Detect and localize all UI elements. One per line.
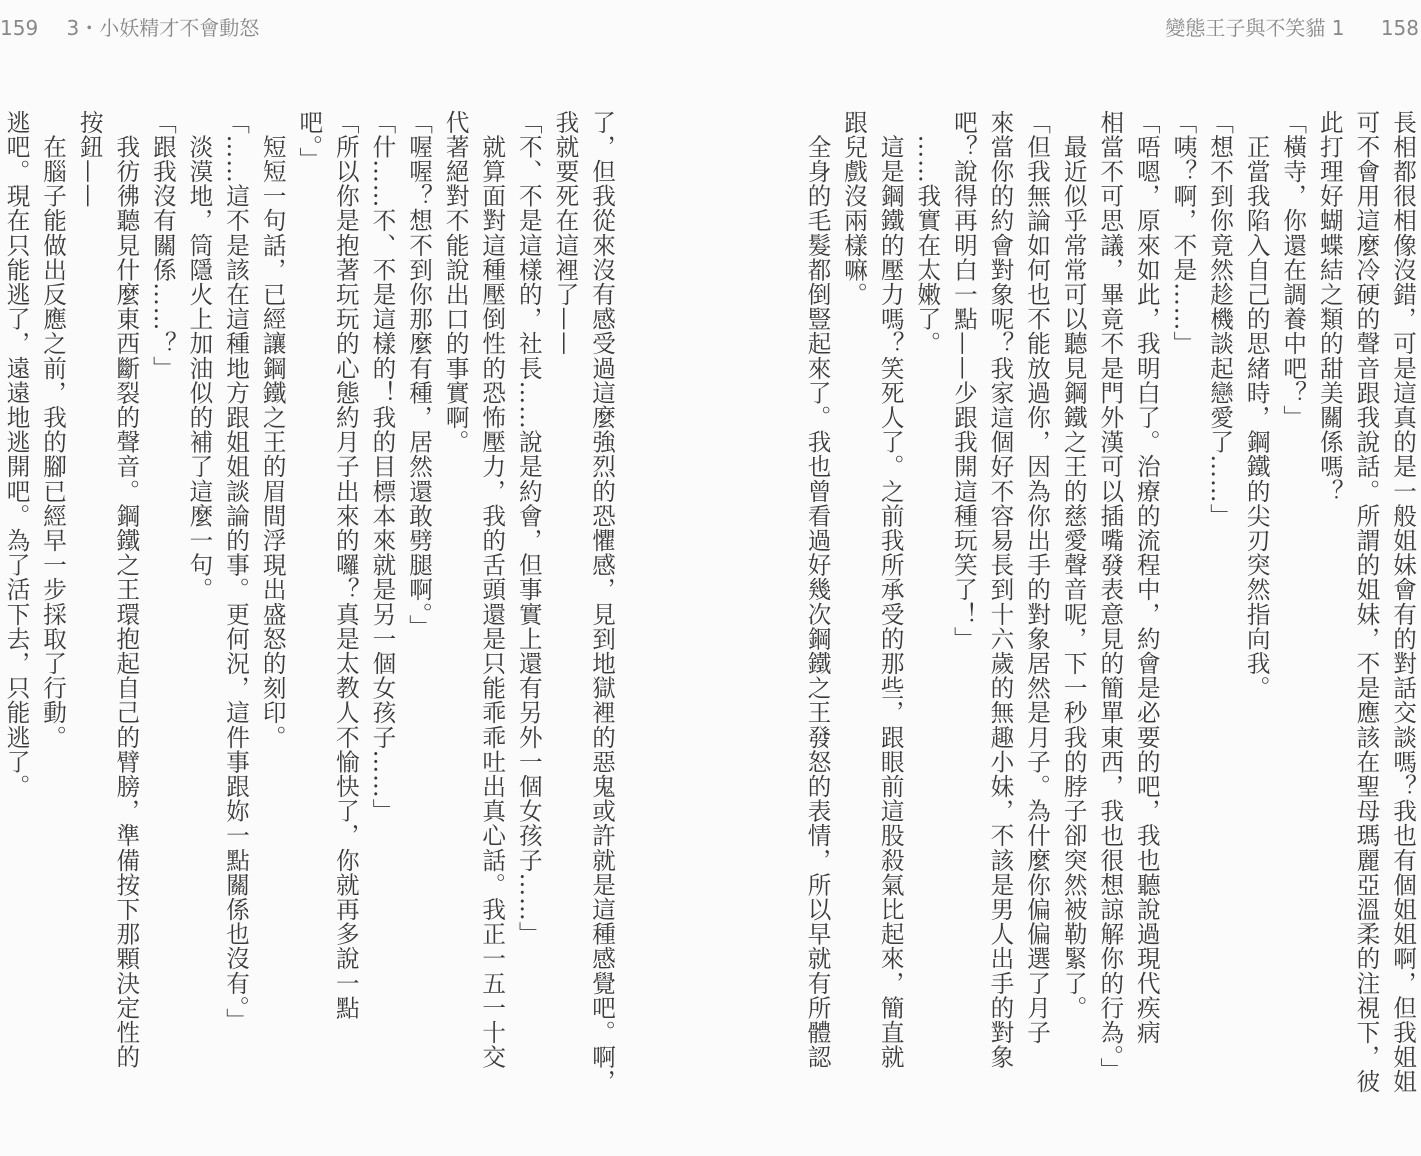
text-column: 了，但我從來沒有感受過這麼強烈的恐懼感，見到地獄裡的惡鬼或許就是這種感覺吧。啊， xyxy=(588,110,616,1094)
left-page-body xyxy=(0,110,620,1100)
text-column: 來當你的約會對象呢？我家這個好不容易長到十六歲的無趣小妹，不該是男人出手的對象 xyxy=(986,110,1015,1070)
text-column: 「不、不是這樣的，社長……說是約會，但事實上還有另外一個女孩子……」 xyxy=(514,110,543,947)
text-column: 「跟我沒有關係……？」 xyxy=(148,110,177,381)
text-column: 「喔喔？想不到你那麼有種，居然還敢劈腿啊。」 xyxy=(405,110,434,640)
text-column: 「但我無論如何也不能放過你，因為你出手的對象居然是月子。為什麼你偏偏選了月子 xyxy=(1023,110,1052,1045)
right-page-header xyxy=(1165,12,1419,41)
text-column: 在腦子能做出反應之前，我的腳已經早一步採取了行動。 xyxy=(39,110,68,750)
text-column: 「……這不是該在這種地方跟姐姐談論的事。更何況，這件事跟妳一點關係也沒有。」 xyxy=(222,110,251,1033)
text-column: 「所以你是抱著玩玩的心態約月子出來的囉？真是太教人不愉快了，你就再多說一點 xyxy=(331,110,360,1021)
text-column: 全身的毛髮都倒豎起來了。我也曾看過好幾次鋼鐵之王發怒的表情，所以早就有所體認 xyxy=(803,110,832,1070)
text-column: 我就要死在這裡了—— xyxy=(551,110,580,356)
text-column: 短短一句話，已經讓鋼鐵之王的眉間浮現出盛怒的刻印。 xyxy=(258,110,287,750)
text-column: 最近似乎常常可以聽見鋼鐵之王的慈愛聲音呢，下一秒我的脖子卻突然被勒緊了。 xyxy=(1059,110,1088,1021)
right-page-number: 158 xyxy=(1380,16,1419,40)
text-column: 「什……不、不是這樣的！我的目標本來就是另一個女孩子……」 xyxy=(368,110,397,824)
text-column: 可不會用這麼冷硬的聲音跟我說話。所謂的姐妹，不是應該在聖母瑪麗亞溫柔的注視下，彼 xyxy=(1352,110,1381,1094)
text-column: 「想不到你竟然趁機談起戀愛了……」 xyxy=(1206,110,1235,529)
text-column: 這是鋼鐵的壓力嗎？笑死人了。之前我所承受的那些，跟眼前這股殺氣比起來，簡直就 xyxy=(876,110,905,1070)
text-column: 相當不可思議，畢竟不是門外漢可以插嘴發表意見的簡單東西，我也很想諒解你的行為。」 xyxy=(1096,110,1125,1083)
right-page-body xyxy=(803,110,1421,1100)
text-column: 「橫寺，你還在調養中吧？」 xyxy=(1279,110,1308,430)
text-column: 吧？說得再明白一點——少跟我開這種玩笑了！」 xyxy=(949,110,978,652)
text-column: 代著絕對不能說出口的事實啊。 xyxy=(441,110,470,455)
left-page-number: 159 xyxy=(0,16,39,40)
text-column: 吧。」 xyxy=(295,110,324,172)
text-column: 就算面對這種壓倒性的恐怖壓力，我的舌頭還是只能乖乖吐出真心話。我正一五一十交 xyxy=(478,110,507,1070)
text-column: 跟兒戲沒兩樣嘛。 xyxy=(840,110,869,307)
text-column: 「咦？啊，不是……」 xyxy=(1169,110,1198,356)
text-column: 我彷彿聽見什麼東西斷裂的聲音。鋼鐵之王環抱起自己的臂膀，準備按下那顆決定性的 xyxy=(112,110,141,1070)
text-column: 正當我陷入自己的思緒時，鋼鐵的尖刃突然指向我。 xyxy=(1242,110,1271,701)
text-column: 按鈕—— xyxy=(75,110,104,209)
left-running-title: 3・小妖精才不會動怒 xyxy=(66,16,260,40)
text-column: 長相都很相像沒錯，可是這真的是一般姐妹會有的對話交談嗎？我也有個姐姐啊，但我姐姐 xyxy=(1389,110,1417,1094)
text-column: ……我實在太嫩了。 xyxy=(913,110,942,356)
right-running-title: 變態王子與不笑貓 1 xyxy=(1165,16,1345,40)
text-column: 「唔嗯，原來如此，我明白了。治療的流程中，約會是必要的吧，我也聽說過現代疾病 xyxy=(1132,110,1161,1045)
text-column: 淡漠地，筒隱火上加油似的補了這麼一句。 xyxy=(185,110,214,602)
left-page-header xyxy=(0,12,259,41)
text-column: 此打理好蝴蝶結之類的甜美關係嗎？ xyxy=(1315,110,1344,504)
text-column: 逃吧。現在只能逃了，遠遠地逃開吧。為了活下去，只能逃了。 xyxy=(2,110,31,799)
